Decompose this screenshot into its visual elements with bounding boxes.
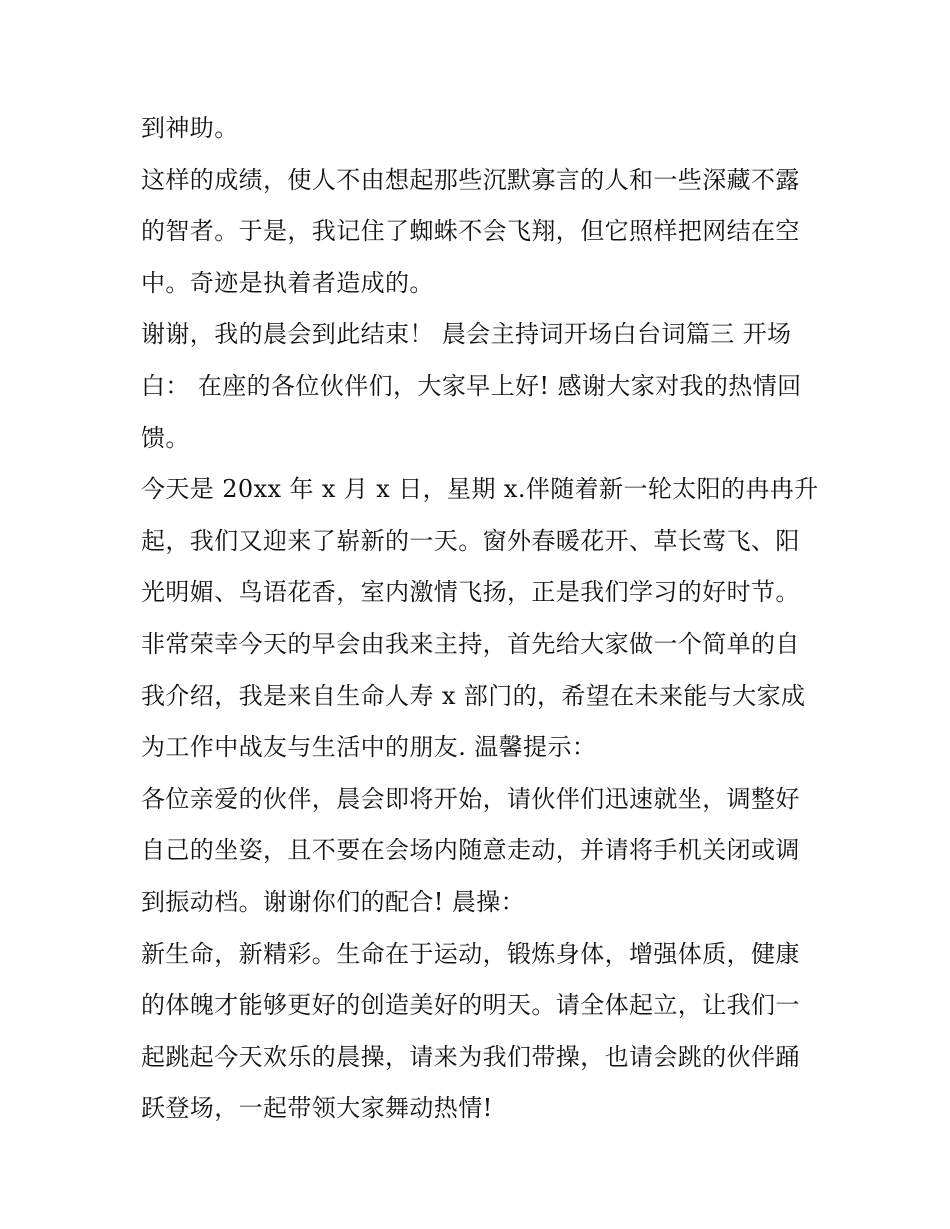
document-body	[141, 108, 821, 1140]
text-line: 为工作中战友与生活中的朋友. 温馨提示：	[141, 733, 597, 762]
text-line: 到振动档。谢谢你们的配合! 晨操：	[141, 887, 526, 916]
text-line: 光明媚、鸟语花香，室内激情飞扬，正是我们学习的好时节。	[141, 578, 800, 607]
text-line: 起跳起今天欢乐的晨操，请来为我们带操，也请会跳的伙伴踊	[141, 1042, 800, 1071]
text-line: 新生命，新精彩。生命在于运动，锻炼身体，增强体质，健康	[141, 939, 800, 968]
text-line: 馈。	[141, 423, 190, 452]
text-line: 跃登场，一起带领大家舞动热情!	[141, 1094, 493, 1123]
text-line: 自己的坐姿，且不要在会场内随意走动，并请将手机关闭或调	[141, 836, 800, 865]
text-line: 谢谢，我的晨会到此结束！ 晨会主持词开场白台词篇三 开场	[141, 320, 792, 349]
text-line: 这样的成绩，使人不由想起那些沉默寡言的人和一些深藏不露	[141, 165, 800, 194]
text-line: 的体魄才能够更好的创造美好的明天。请全体起立，让我们一	[141, 991, 800, 1020]
text-line: 各位亲爱的伙伴，晨会即将开始，请伙伴们迅速就坐，调整好	[141, 784, 800, 813]
text-line: 中。奇迹是执着者造成的。	[141, 268, 434, 297]
text-line: 白： 在座的各位伙伴们，大家早上好! 感谢大家对我的热情回	[141, 371, 802, 400]
text-line: 今天是 20xx 年 x 月 x 日，星期 x.伴随着新一轮太阳的冉冉升	[141, 475, 819, 504]
text-line: 的智者。于是，我记住了蜘蛛不会飞翔，但它照样把网结在空	[141, 217, 800, 246]
text-line: 到神助。	[141, 114, 239, 142]
text-line: 我介绍，我是来自生命人寿 x 部门的，希望在未来能与大家成	[141, 681, 806, 710]
text-line: 起，我们又迎来了崭新的一天。窗外春暖花开、草长莺飞、阳	[141, 526, 800, 555]
text-line: 非常荣幸今天的早会由我来主持，首先给大家做一个简单的自	[141, 629, 800, 658]
